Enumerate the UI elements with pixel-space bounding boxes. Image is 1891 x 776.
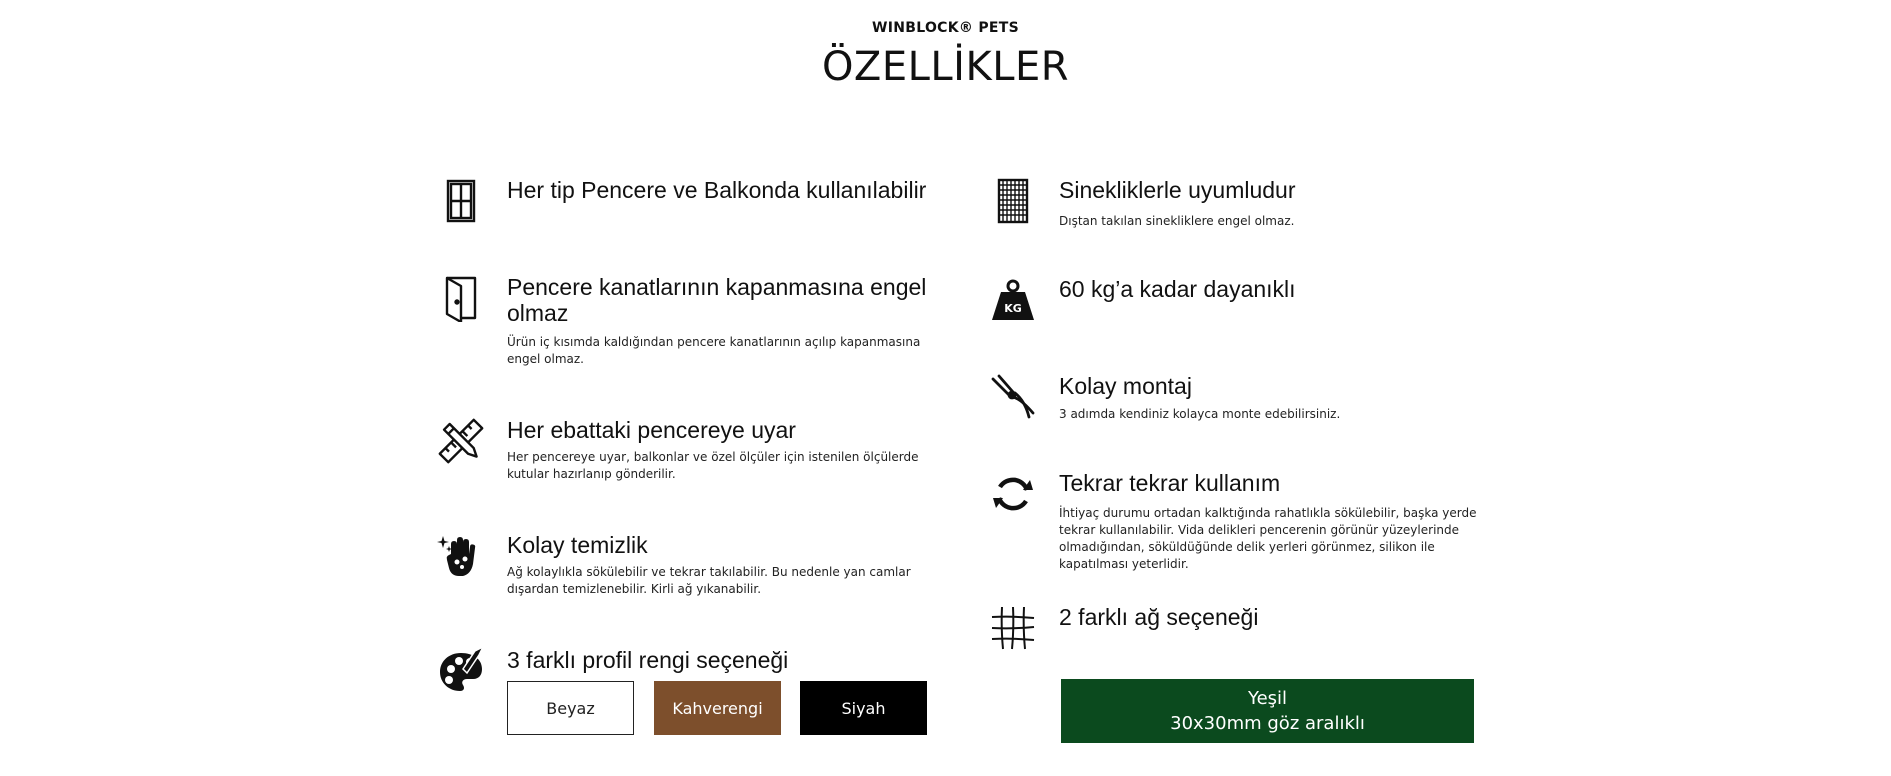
feature-title: 3 farklı profil rengi seçeneği (507, 647, 789, 673)
feature-description: Ürün iç kısımda kaldığından pencere kanatlarının açılıp kapanmasına engel olmaz. (507, 335, 921, 366)
feature-weight-capacity (989, 276, 1549, 336)
clean-hand-icon (437, 532, 485, 580)
net-option-spacing: 30x30mm göz aralıklı (1170, 713, 1365, 734)
feature-description: 3 adımda kendiniz kolayca monte edebilirsiniz. (1059, 407, 1341, 421)
pliers-icon (989, 373, 1037, 421)
net-option-color: Yeşil (1247, 688, 1288, 709)
page-title: ÖZELLİKLER (821, 44, 1070, 90)
feature-title: Tekrar tekrar kullanım (1059, 470, 1281, 496)
feature-all-windows (437, 177, 957, 237)
window-icon (437, 177, 485, 225)
net-option-green[interactable] (1061, 679, 1474, 743)
feature-easy-cleaning (437, 532, 957, 612)
color-option-white[interactable]: Beyaz (507, 681, 634, 735)
feature-title: Her tip Pencere ve Balkonda kullanılabilir (507, 177, 927, 203)
mesh-screen-icon (989, 177, 1037, 225)
ruler-pencil-icon (437, 417, 485, 465)
weight-kg-icon (989, 276, 1037, 324)
palette-icon (437, 647, 485, 695)
svg-text:KG: KG (1004, 302, 1022, 315)
color-option-black[interactable]: Siyah (800, 681, 927, 735)
feature-screen-compatible (989, 177, 1549, 237)
feature-title: 60 kg’a kadar dayanıklı (1059, 276, 1296, 302)
feature-any-size (437, 417, 957, 497)
feature-description: Dıştan takılan sinekliklere engel olmaz. (1059, 214, 1295, 228)
feature-title: Sinekliklerle uyumludur (1059, 177, 1296, 203)
feature-title: Kolay montaj (1059, 373, 1192, 399)
grid-net-icon (989, 604, 1037, 652)
door-open-icon (437, 274, 485, 322)
feature-description: Ağ kolaylıkla sökülebilir ve tekrar takılabilir. Bu nedenle yan camlar dışardan temizlenebilir. Kirli ağ yıkanabilir. (507, 565, 911, 596)
feature-reusable (989, 470, 1549, 571)
feature-description: İhtiyaç durumu ortadan kalktığında rahatlıkla sökülebilir, başka yerde tekrar kullanılabilir. Vida delikleri pencerenin görünür yüzeylerinde olmadığından, söküldüğünde delik yerleri görünmez, silikon ile kapatılması yeterlidir. (1059, 506, 1477, 571)
feature-sash-closing (437, 274, 957, 374)
recycle-arrows-icon (989, 470, 1037, 518)
feature-title: 2 farklı ağ seçeneği (1059, 604, 1259, 630)
feature-title: Her ebattaki pencereye uyar (507, 417, 796, 443)
feature-title: Kolay temizlik (507, 532, 648, 558)
feature-net-options (989, 604, 1549, 654)
feature-easy-install (989, 373, 1549, 433)
brand-eyebrow: WINBLOCK® PETS (871, 20, 1020, 36)
color-option-brown[interactable]: Kahverengi (654, 681, 781, 735)
feature-description: Her pencereye uyar, balkonlar ve özel ölçüler için istenilen ölçülerde kutular hazırlanıp gönderilir. (507, 450, 919, 481)
feature-title: Pencere kanatlarının kapanmasına engel olmaz (507, 274, 927, 326)
